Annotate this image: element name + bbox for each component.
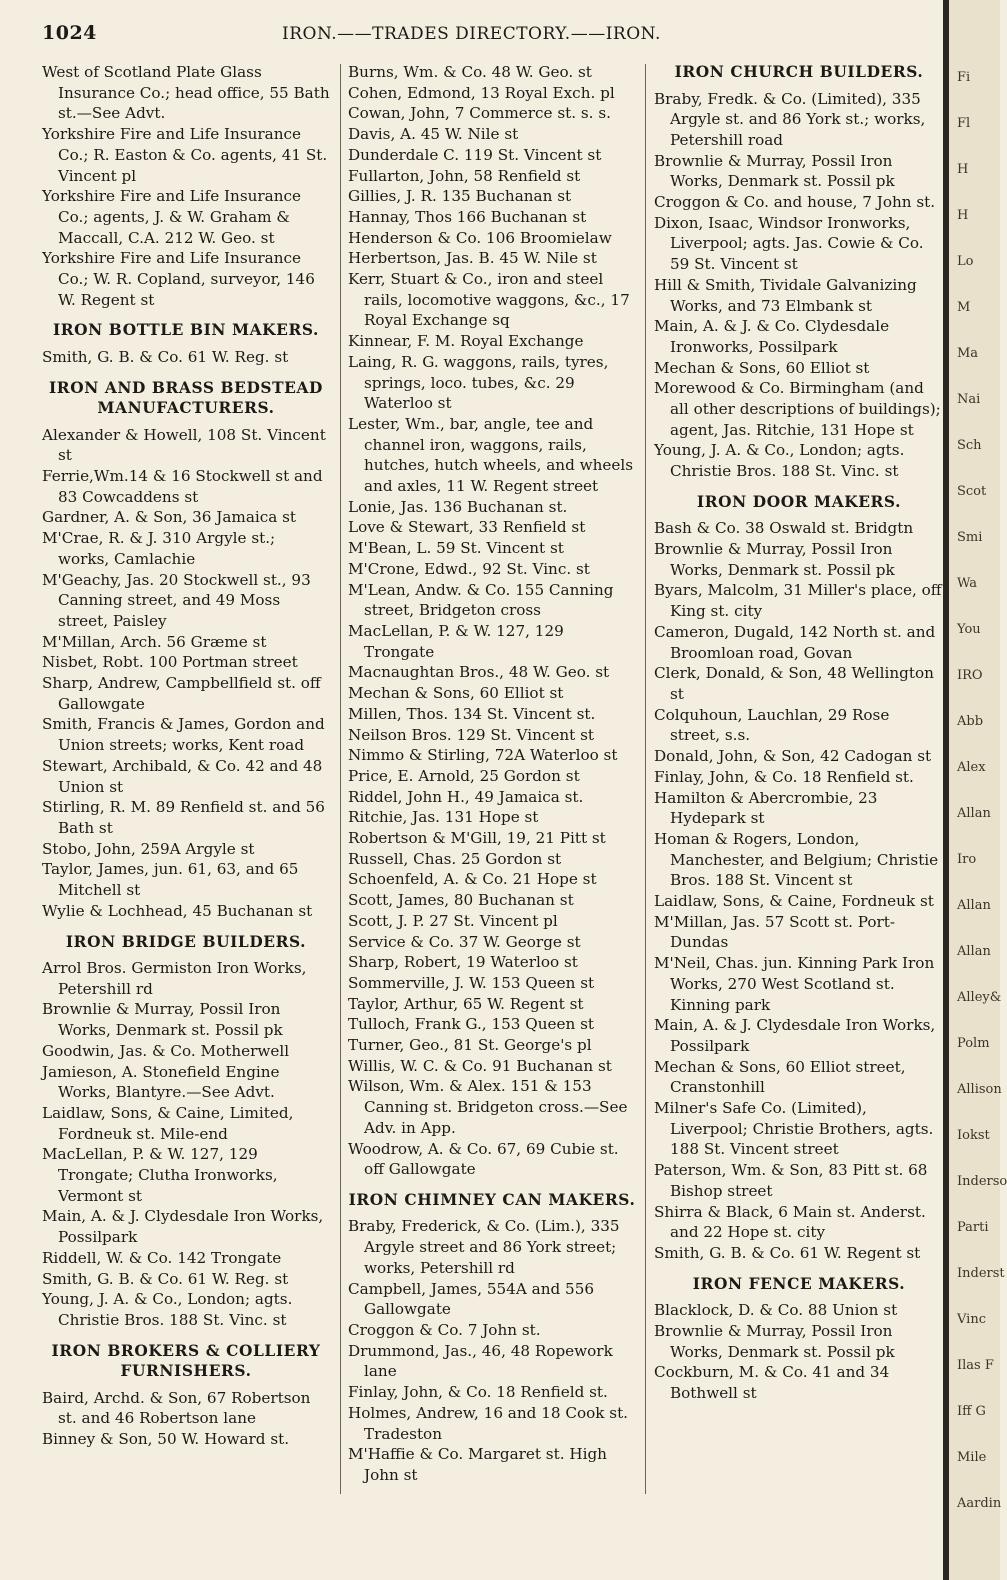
- adjacent-page-fragment: Ma: [957, 346, 979, 361]
- section-heading: IRON BROKERS & COLLIERY FURNISHERS.: [51, 1341, 321, 1381]
- directory-entry: M'Neil, Chas. jun. Kinning Park Iron Works, 270 West Scotland st. Kinning park: [654, 954, 935, 1014]
- directory-entry: Bash & Co. 38 Oswald st. Bridgtn: [654, 519, 914, 538]
- directory-entry: Love & Stewart, 33 Renfield st: [348, 518, 586, 537]
- directory-entry: Wilson, Wm. & Alex. 151 & 153 Canning st. Bridgeton cross.—See Adv. in App.: [348, 1077, 628, 1137]
- directory-entry: Main, A. & J. & Co. Clydesdale Ironworks, Possilpark: [654, 317, 890, 356]
- directory-entry: Herbertson, Jas. B. 45 W. Nile st: [348, 249, 597, 268]
- directory-entry: Dixon, Isaac, Windsor Ironworks, Liverpool; agts. Jas. Cowie & Co. 59 St. Vincent st: [654, 213, 924, 274]
- adjacent-page-fragment: Ilas F: [957, 1358, 994, 1373]
- adjacent-page-fragment: Alley&: [957, 990, 1002, 1005]
- directory-entry: Tulloch, Frank G., 153 Queen st: [348, 1015, 594, 1034]
- running-head: IRON.——TRADES DIRECTORY.——IRON.: [282, 24, 661, 44]
- section-heading: IRON BOTTLE BIN MAKERS.: [52, 321, 320, 340]
- directory-entry: Colquhoun, Lauchlan, 29 Rose street, s.s.: [654, 705, 890, 745]
- directory-entry: Arrol Bros. Germiston Iron Works, Petershill rd: [42, 959, 307, 998]
- directory-entry: Ritchie, Jas. 131 Hope st: [348, 808, 539, 827]
- directory-entry: Smith, G. B. & Co. 61 W. Reg. st: [42, 347, 289, 366]
- adjacent-page-edge: [943, 0, 1007, 1580]
- directory-entry: Clerk, Donald, & Son, 48 Wellington st: [654, 664, 934, 703]
- section-heading: IRON CHURCH BUILDERS.: [674, 63, 924, 81]
- directory-entry: Campbell, James, 554A and 556 Gallowgate: [348, 1279, 595, 1319]
- directory-entry: Donald, John, & Son, 42 Cadogan st: [654, 747, 932, 766]
- directory-entry: Henderson & Co. 106 Broomielaw: [348, 228, 612, 247]
- directory-entry: Milner's Safe Co. (Limited), Liverpool; Christie Brothers, agts. 188 St. Vincent street: [654, 1099, 934, 1159]
- directory-entry: M'Geachy, Jas. 20 Stockwell st., 93 Canning street, and 49 Moss street, Paisley: [42, 570, 311, 630]
- adjacent-page-fragment: Parti: [957, 1220, 989, 1235]
- directory-entry: Gardner, A. & Son, 36 Jamaica st: [42, 508, 297, 527]
- directory-entry: Smith, G. B. & Co. 61 W. Regent st: [654, 1243, 921, 1262]
- directory-entry: Main, A. & J. Clydesdale Iron Works, Possilpark: [42, 1207, 324, 1247]
- directory-entry: Alexander & Howell, 108 St. Vincent st: [42, 425, 326, 465]
- adjacent-page-fragment: Abb: [957, 714, 984, 729]
- directory-entry: Schoenfeld, A. & Co. 21 Hope st: [348, 870, 597, 889]
- directory-entry: Hill & Smith, Tividale Galvanizing Works, and 73 Elmbank st: [654, 275, 917, 315]
- directory-entry: Brownlie & Murray, Possil Iron Works, Denmark st. Possil pk: [42, 1000, 283, 1040]
- adjacent-page-fragment: Alex: [957, 760, 986, 775]
- adjacent-page-fragment: Inderso: [957, 1174, 1007, 1189]
- adjacent-page-fragment: Allan: [957, 898, 991, 913]
- column-1: [42, 62, 330, 1450]
- adjacent-page-fragment: Fi: [957, 70, 971, 85]
- directory-entry: Goodwin, Jas. & Co. Motherwell: [42, 1041, 290, 1060]
- directory-entry: Mechan & Sons, 60 Elliot st: [348, 684, 564, 703]
- directory-entry: Dunderdale C. 119 St. Vincent st: [348, 145, 602, 164]
- directory-entry: Gillies, J. R. 135 Buchanan st: [348, 187, 572, 206]
- directory-entry: Neilson Bros. 129 St. Vincent st: [348, 725, 594, 744]
- page-header: [42, 16, 682, 50]
- directory-entry: Laidlaw, Sons, & Caine, Fordneuk st: [654, 892, 934, 911]
- directory-entry: Kerr, Stuart & Co., iron and steel rails, locomotive waggons, &c., 17 Royal Exchange sq: [348, 270, 630, 330]
- column-divider: [645, 64, 646, 1494]
- directory-entry: Byars, Malcolm, 31 Miller's place, off King st. city: [654, 581, 942, 621]
- directory-entry: Laidlaw, Sons, & Caine, Limited, Fordneuk st. Mile-end: [42, 1103, 294, 1143]
- directory-entry: Main, A. & J. Clydesdale Iron Works, Possilpark: [654, 1016, 936, 1055]
- directory-entry: Young, J. A. & Co., London; agts. Christie Bros. 188 St. Vinc. st: [654, 441, 905, 481]
- directory-entry: Cockburn, M. & Co. 41 and 34 Bothwell st: [654, 1363, 890, 1402]
- directory-entry: Blacklock, D. & Co. 88 Union st: [654, 1301, 898, 1320]
- directory-entry: Morewood & Co. Birmingham (and all other descriptions of buildings); agent, Jas. Ritchie, 131 Hope st: [654, 379, 941, 439]
- directory-entry: Stobo, John, 259A Argyle st: [42, 839, 255, 858]
- adjacent-page-fragment: You: [957, 622, 981, 637]
- directory-entry: Yorkshire Fire and Life Insurance Co.; R. Easton & Co. agents, 41 St. Vincent pl: [42, 125, 328, 185]
- directory-entry: Croggon & Co. 7 John st.: [348, 1320, 541, 1339]
- directory-entry: MacLellan, P. & W. 127, 129 Trongate: [348, 621, 564, 661]
- directory-entry: Brownlie & Murray, Possil Iron Works, Denmark st. Possil pk: [654, 1321, 895, 1361]
- directory-entry: Smith, Francis & James, Gordon and Union streets; works, Kent road: [42, 715, 325, 755]
- directory-entry: Riddell, W. & Co. 142 Trongate: [42, 1248, 282, 1267]
- adjacent-page-fragment: Sch: [957, 438, 982, 453]
- directory-entry: Macnaughtan Bros., 48 W. Geo. st: [348, 663, 610, 682]
- directory-entry: Cohen, Edmond, 13 Royal Exch. pl: [348, 83, 615, 102]
- directory-entry: M'Lean, Andw. & Co. 155 Canning street, Bridgeton cross: [348, 580, 614, 620]
- adjacent-page-fragment: Nai: [957, 392, 981, 407]
- directory-entry: Sharp, Andrew, Campbellfield st. off Gallowgate: [42, 674, 321, 713]
- directory-entry: Willis, W. C. & Co. 91 Buchanan st: [348, 1056, 612, 1075]
- directory-entry: Hannay, Thos 166 Buchanan st: [348, 207, 587, 226]
- directory-entry: Riddel, John H., 49 Jamaica st.: [348, 787, 584, 806]
- directory-entry: Burns, Wm. & Co. 48 W. Geo. st: [348, 63, 592, 81]
- directory-entry: MacLellan, P. & W. 127, 129 Trongate; Clutha Ironworks, Vermont st: [42, 1145, 278, 1205]
- adjacent-page-fragment: Scot: [957, 484, 987, 499]
- directory-entry: M'Crae, R. & J. 310 Argyle st.; works, Camlachie: [42, 529, 276, 568]
- directory-entry: Taylor, Arthur, 65 W. Regent st: [348, 994, 584, 1013]
- directory-entry: Ferrie,Wm.14 & 16 Stockwell st and 83 Cowcaddens st: [42, 467, 323, 506]
- adjacent-page-fragment: Lo: [957, 254, 974, 269]
- directory-entry: Binney & Son, 50 W. Howard st.: [42, 1430, 290, 1449]
- directory-entry: M'Millan, Arch. 56 Græme st: [42, 632, 267, 651]
- directory-entry: West of Scotland Plate Glass Insurance Co.; head office, 55 Bath st.—See Advt.: [42, 63, 330, 123]
- directory-entry: Scott, J. P. 27 St. Vincent pl: [348, 911, 558, 930]
- directory-entry: Homan & Rogers, London, Manchester, and Belgium; Christie Bros. 188 St. Vincent st: [654, 829, 939, 890]
- directory-entry: Lonie, Jas. 136 Buchanan st.: [348, 497, 568, 516]
- adjacent-page-fragment: Wa: [957, 576, 977, 591]
- directory-entry: Yorkshire Fire and Life Insurance Co.; W. R. Copland, surveyor, 146 W. Regent st: [42, 249, 315, 309]
- adjacent-page-fragment: M: [957, 300, 971, 315]
- directory-entry: M'Millan, Jas. 57 Scott st. Port-Dundas: [654, 912, 895, 952]
- adjacent-page-fragment: Polm: [957, 1036, 990, 1051]
- adjacent-page-fragment: Smi: [957, 530, 983, 545]
- directory-entry: Brownlie & Murray, Possil Iron Works, Denmark st. Possil pk: [654, 540, 895, 579]
- directory-entry: Shirra & Black, 6 Main st. Anderst. and 22 Hope st. city: [654, 1202, 926, 1242]
- section-heading: IRON BRIDGE BUILDERS.: [65, 932, 307, 951]
- directory-entry: M'Crone, Edwd., 92 St. Vinc. st: [348, 559, 590, 578]
- directory-entry: Baird, Archd. & Son, 67 Robertson st. and 46 Robertson lane: [42, 1388, 311, 1428]
- directory-entry: Scott, James, 80 Buchanan st: [348, 891, 574, 910]
- adjacent-page-fragment: Aardin: [957, 1496, 1002, 1511]
- directory-entry: Jamieson, A. Stonefield Engine Works, Blantyre.—See Advt.: [42, 1062, 280, 1102]
- adjacent-page-fragment: Mile: [957, 1450, 987, 1465]
- directory-entry: Kinnear, F. M. Royal Exchange: [348, 332, 584, 351]
- directory-entry: Sharp, Robert, 19 Waterloo st: [348, 953, 578, 972]
- directory-entry: Woodrow, A. & Co. 67, 69 Cubie st. off Gallowgate: [348, 1139, 619, 1179]
- directory-entry: Millen, Thos. 134 St. Vincent st.: [348, 704, 596, 723]
- directory-entry: Davis, A. 45 W. Nile st: [348, 125, 519, 144]
- directory-entry: Nisbet, Robt. 100 Portman street: [42, 653, 298, 672]
- directory-entry: Service & Co. 37 W. George st: [348, 932, 581, 951]
- adjacent-page-fragment: H: [957, 162, 969, 177]
- directory-entry: Mechan & Sons, 60 Elliot st: [654, 358, 870, 377]
- directory-entry: Stewart, Archibald, & Co. 42 and 48 Union st: [42, 756, 323, 796]
- directory-entry: Lester, Wm., bar, angle, tee and channel iron, waggons, rails, hutches, hutch wheels, and wheels and axles, 11 W. Regent street: [348, 414, 634, 496]
- directory-entry: Fullarton, John, 58 Renfield st: [348, 166, 581, 185]
- adjacent-page-fragment: Allison: [957, 1082, 1002, 1097]
- directory-entry: Braby, Fredk. & Co. (Limited), 335 Argyle st. and 86 York st.; works, Petershill road: [654, 89, 926, 149]
- directory-entry: Holmes, Andrew, 16 and 18 Cook st. Tradeston: [348, 1403, 629, 1443]
- adjacent-page-fragment: Iro: [957, 852, 977, 867]
- section-heading: IRON AND BRASS BEDSTEAD MANUFACTURERS.: [49, 378, 323, 418]
- directory-entry: Croggon & Co. and house, 7 John st.: [654, 193, 936, 212]
- directory-entry: Mechan & Sons, 60 Elliot street, Cranstonhill: [654, 1057, 906, 1097]
- adjacent-page-fragment: H: [957, 208, 969, 223]
- directory-entry: Laing, R. G. waggons, rails, tyres, springs, loco. tubes, &c. 29 Waterloo st: [348, 352, 609, 413]
- directory-entry: M'Haffie & Co. Margaret st. High John st: [348, 1445, 607, 1484]
- directory-entry: Cameron, Dugald, 142 North st. and Broomloan road, Govan: [654, 622, 936, 662]
- directory-entry: Finlay, John, & Co. 18 Renfield st.: [348, 1383, 608, 1402]
- adjacent-page-fragment: Allan: [957, 944, 991, 959]
- directory-entry: M'Bean, L. 59 St. Vincent st: [348, 539, 564, 558]
- adjacent-page-fragment: Vinc: [957, 1312, 986, 1327]
- directory-entry: Robertson & M'Gill, 19, 21 Pitt st: [348, 829, 606, 848]
- directory-entry: Drummond, Jas., 46, 48 Ropework lane: [348, 1341, 613, 1381]
- directory-entry: Yorkshire Fire and Life Insurance Co.; agents, J. & W. Graham & Maccall, C.A. 212 W. Geo. st: [42, 187, 302, 247]
- page-gutter-shadow: [943, 0, 949, 1580]
- directory-entry: Russell, Chas. 25 Gordon st: [348, 849, 562, 868]
- directory-entry: Wylie & Lochhead, 45 Buchanan st: [42, 901, 313, 920]
- adjacent-page-fragment: Iff G: [957, 1404, 986, 1419]
- section-heading: IRON DOOR MAKERS.: [696, 492, 902, 511]
- directory-entry: Hamilton & Abercrombie, 23 Hydepark st: [654, 788, 878, 828]
- directory-entry: Nimmo & Stirling, 72A Waterloo st: [348, 746, 618, 765]
- directory-entry: Finlay, John, & Co. 18 Renfield st.: [654, 767, 914, 786]
- page-number: 1024: [42, 22, 97, 44]
- directory-entry: Braby, Frederick, & Co. (Lim.), 335 Argyle street and 86 York street; works, Petershill rd: [348, 1217, 620, 1277]
- adjacent-page-fragment: Iokst: [957, 1128, 990, 1143]
- directory-entry: Turner, Geo., 81 St. George's pl: [348, 1036, 592, 1055]
- directory-entry: Cowan, John, 7 Commerce st. s. s.: [348, 104, 611, 123]
- directory-entry: Taylor, James, jun. 61, 63, and 65 Mitchell st: [42, 860, 299, 900]
- directory-entry: Sommerville, J. W. 153 Queen st: [348, 973, 595, 992]
- adjacent-page-fragment: IRO: [957, 668, 983, 683]
- adjacent-page-fragment: Inderst: [957, 1266, 1005, 1281]
- adjacent-page-fragment: Fl: [957, 116, 971, 131]
- adjacent-page-fragment: Allan: [957, 806, 991, 821]
- directory-entry: Smith, G. B. & Co. 61 W. Reg. st: [42, 1269, 289, 1288]
- column-divider: [340, 64, 341, 1494]
- directory-entry: Stirling, R. M. 89 Renfield st. and 56 Bath st: [42, 798, 325, 837]
- directory-entry: Young, J. A. & Co., London; agts. Christie Bros. 188 St. Vinc. st: [42, 1290, 293, 1329]
- section-heading: IRON CHIMNEY CAN MAKERS.: [348, 1190, 636, 1209]
- directory-entry: Brownlie & Murray, Possil Iron Works, Denmark st. Possil pk: [654, 151, 895, 191]
- directory-entry: Price, E. Arnold, 25 Gordon st: [348, 766, 580, 785]
- section-heading: IRON FENCE MAKERS.: [692, 1274, 906, 1293]
- column-3: [654, 62, 944, 1404]
- directory-entry: Paterson, Wm. & Son, 83 Pitt st. 68 Bishop street: [654, 1161, 928, 1200]
- column-2: [348, 62, 636, 1486]
